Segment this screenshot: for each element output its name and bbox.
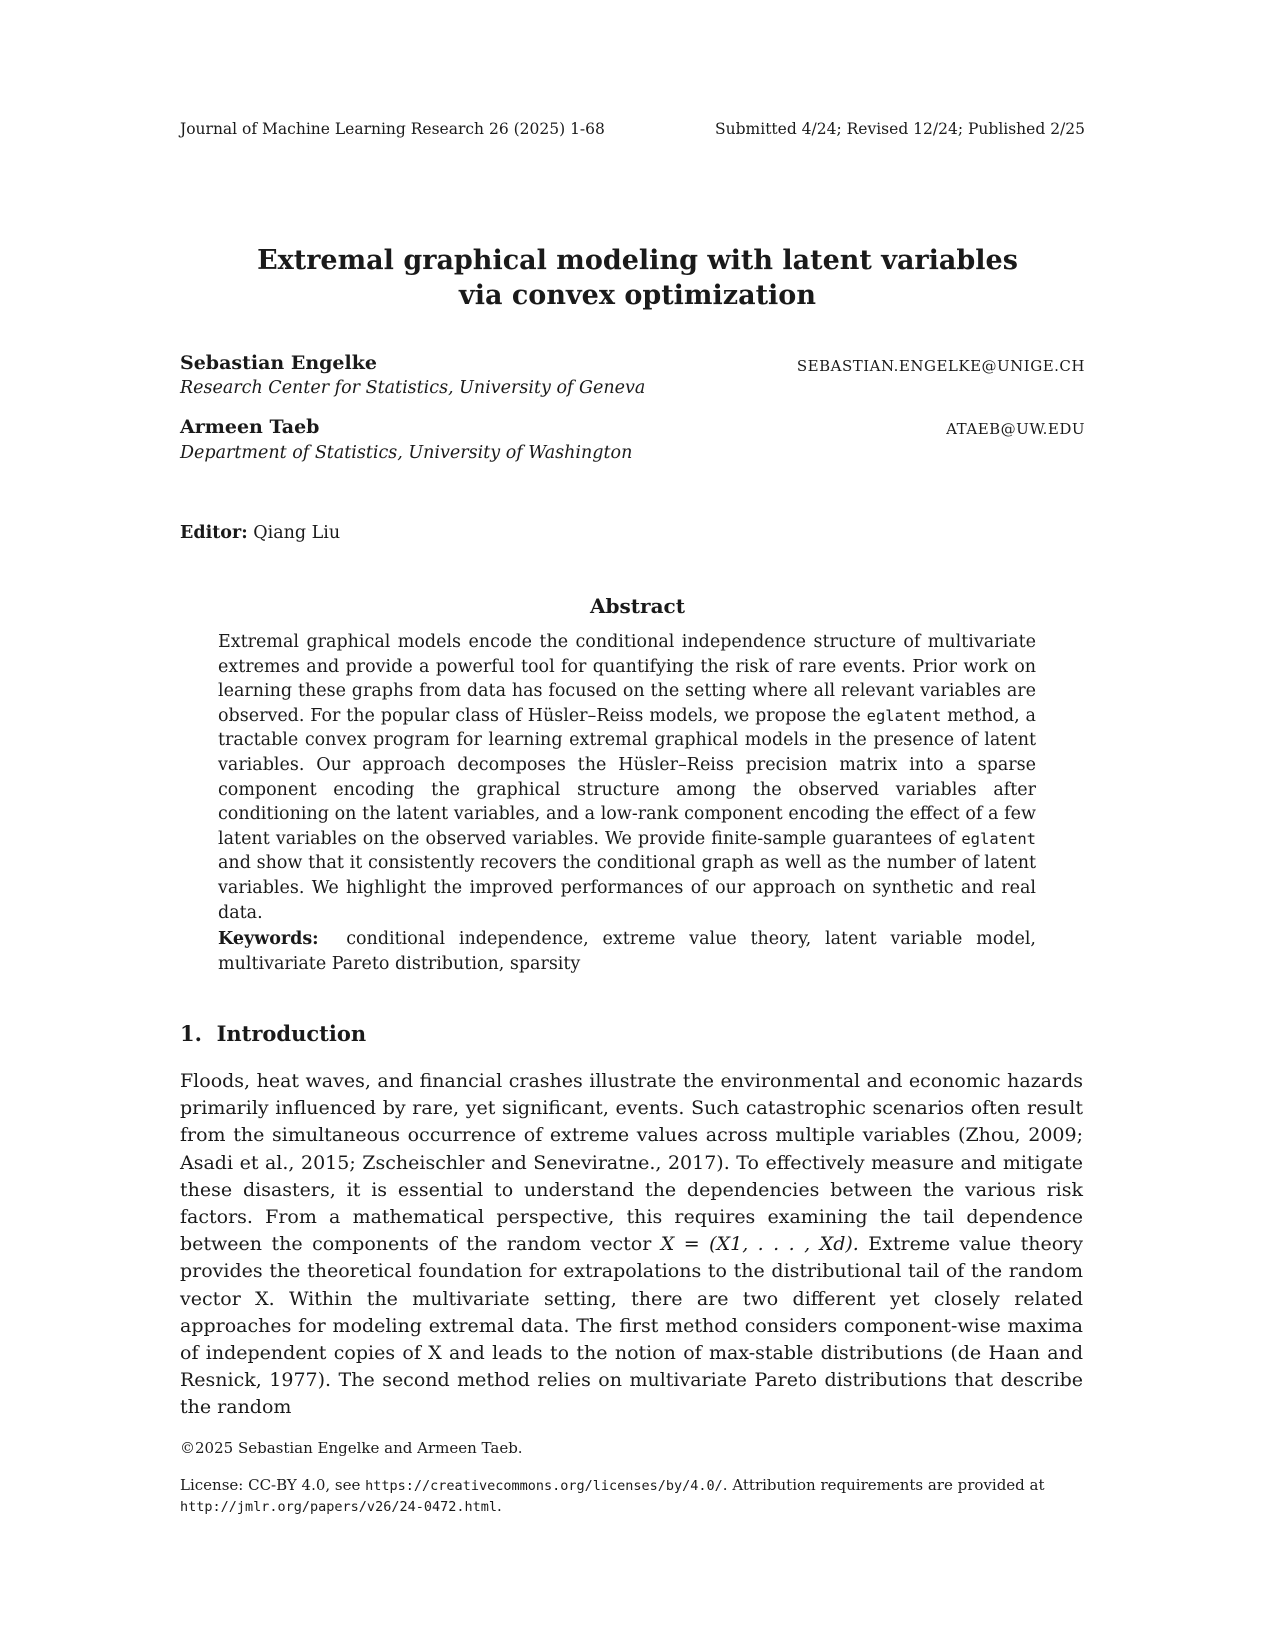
section-number: 1. (180, 1021, 202, 1046)
random-vector-formula: X = (X1, . . . , Xd). (660, 1233, 859, 1256)
publication-dates: Submitted 4/24; Revised 12/24; Published 2/25 (715, 120, 1085, 138)
section-title: Introduction (216, 1021, 367, 1046)
editor-label: Editor: (180, 523, 248, 543)
journal-header: Journal of Machine Learning Research 26 (2025) 1-68 (180, 120, 605, 138)
author-email: SEBASTIAN.ENGELKE@UNIGE.CH (796, 357, 1085, 375)
editor-line (180, 523, 340, 543)
author-name: Armeen Taeb (180, 416, 320, 438)
introduction-text: Floods, heat waves, and financial crashes illustrate the environmental and economic hazards primarily influenced by rare, yet significant, events. Such catastrophic scenarios often result from the simultaneous occurrence of extreme values across multiple variables (Zhou, 2009; Asadi et al., 2015; Zscheischler and Seneviratne., 2017). To effectively measure and mitigate these disasters, it is essential to understand the dependencies between the various risk factors. From a mathematical perspective, this requires examining the tail dependence between the components of the random vector X = (X1, . . . , Xd). Extreme value theory provides the theoretical foundation for extrapolations to the distributional tail of the random vector X. Within the multivariate setting, there are two different yet closely related approaches for modeling extremal data. The first method considers component-wise maxima of independent copies of X and leads to the notion of max-stable distributions (de Haan and Resnick, 1977). The second method relies on multivariate Pareto distributions that describe the random (180, 1070, 1084, 1419)
section-heading (180, 1021, 366, 1046)
license-link[interactable]: https://creativecommons.org/licenses/by/4.0/ (365, 1478, 723, 1494)
keywords-label: Keywords: (218, 929, 319, 949)
author-affiliation: Research Center for Statistics, University of Geneva (180, 378, 646, 398)
method-name: eglatent (961, 829, 1036, 848)
copyright-notice: ©2025 Sebastian Engelke and Armeen Taeb. (180, 1439, 523, 1457)
paper-title-line-1: Extremal graphical modeling with latent variables (257, 245, 1018, 276)
author-affiliation: Department of Statistics, University of Washington (180, 443, 633, 463)
abstract-text: Extremal graphical models encode the conditional independence structure of multivariate extremes and provide a powerful tool for quantifying the risk of rare events. Prior work on learning these graphs from data has focused on the setting where all relevant variables are observed. For the popular class of Hüsler–Reiss models, we propose the eglatent method, a tractable convex program for learning extremal graphical models in the presence of latent variables. Our approach decomposes the Hüsler–Reiss precision matrix into a sparse component encoding the graphical structure among the observed variables after conditioning on the latent variables, and a low-rank component encoding the effect of a few latent variables on the observed variables. We provide finite-sample guarantees of eglatent and show that it consistently recovers the conditional graph as well as the number of latent variables. We highlight the improved performances of our approach on synthetic and real data. (218, 632, 1036, 923)
paper-link[interactable]: http://jmlr.org/papers/v26/24-0472.html (180, 1499, 497, 1515)
license-notice: License: CC-BY 4.0, see https://creativecommons.org/licenses/by/4.0/. Attribution requirements are provided at http://jmlr.org/papers/v26/24-0472.html. (180, 1476, 1045, 1515)
method-name: eglatent (866, 706, 942, 725)
keywords-text: conditional independence, extreme value theory, latent variable model, multivariate Pareto distribution, sparsity (218, 929, 1036, 974)
author-name: Sebastian Engelke (180, 352, 377, 374)
keywords (218, 927, 1036, 976)
abstract-heading: Abstract (590, 594, 685, 618)
author-email: ATAEB@UW.EDU (946, 420, 1085, 438)
editor-name: Qiang Liu (253, 523, 341, 543)
paper-title-line-2: via convex optimization (459, 280, 816, 311)
